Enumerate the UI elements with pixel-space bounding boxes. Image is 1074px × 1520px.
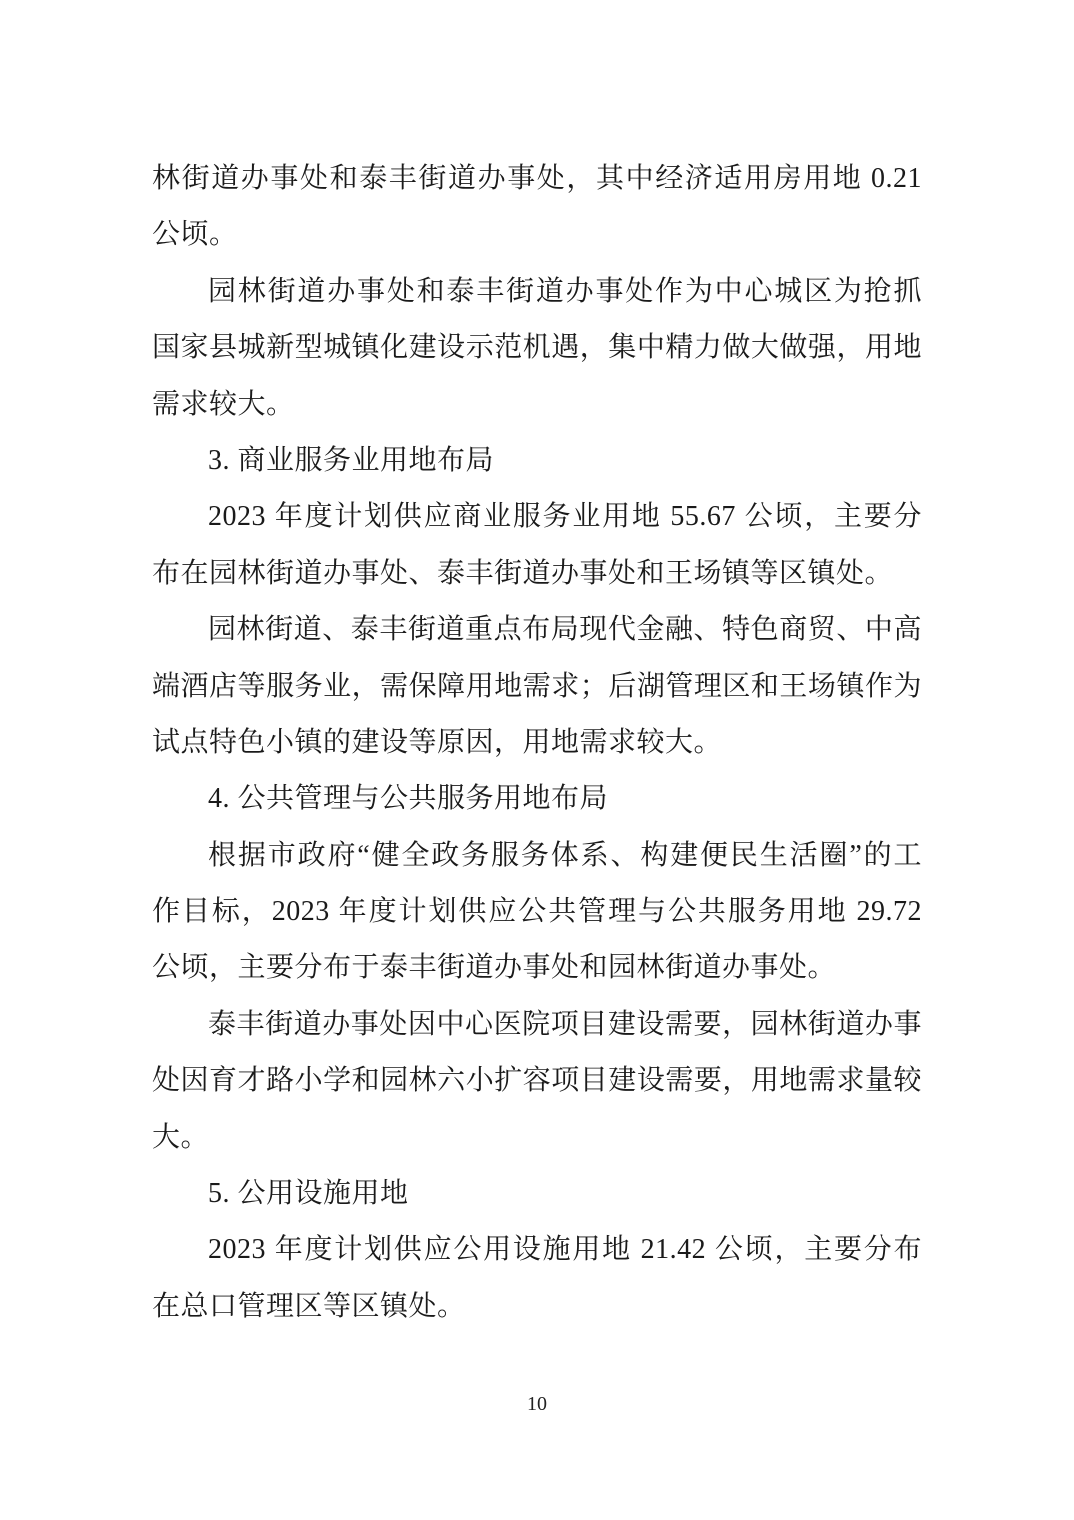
paragraph-line: 林街道办事处和泰丰街道办事处，其中经济适用房用地 0.21: [152, 163, 922, 194]
paragraph-line: 作目标，2023 年度计划供应公共管理与公共服务用地 29.72: [152, 896, 922, 928]
page-number: 10: [527, 1393, 547, 1415]
section-heading: 5. 公用设施用地: [208, 1178, 409, 1210]
paragraph-line: 公顷。: [152, 219, 238, 251]
paragraph-line: 处因育才路小学和园林六小扩容项目建设需要，用地需求量较: [152, 1065, 922, 1097]
document-body: [152, 151, 922, 1335]
paragraph-line: 根据市政府“健全政务服务体系、构建便民生活圈”的工: [208, 839, 922, 871]
paragraph-line: 布在园林街道办事处、泰丰街道办事处和王场镇等区镇处。: [152, 557, 894, 589]
paragraph-line: 园林街道、泰丰街道重点布局现代金融、特色商贸、中高: [208, 614, 922, 646]
paragraph-line: 公顷，主要分布于泰丰街道办事处和园林街道办事处。: [152, 952, 837, 984]
section-heading: 4. 公共管理与公共服务用地布局: [208, 783, 609, 815]
paragraph-line: 大。: [152, 1121, 210, 1153]
paragraph-line: 端酒店等服务业，需保障用地需求；后湖管理区和王场镇作为: [152, 670, 922, 702]
paragraph-line: 泰丰街道办事处因中心医院项目建设需要，园林街道办事: [208, 1008, 922, 1040]
paragraph-line: 需求较大。: [152, 388, 295, 420]
paragraph-line: 园林街道办事处和泰丰街道办事处作为中心城区为抢抓: [208, 275, 922, 307]
section-heading: 3. 商业服务业用地布局: [208, 444, 495, 476]
paragraph-line: 国家县城新型城镇化建设示范机遇，集中精力做大做强，用地: [152, 332, 922, 364]
paragraph-line: 2023 年度计划供应商业服务业用地 55.67 公顷，主要分: [208, 501, 922, 533]
paragraph-line: 在总口管理区等区镇处。: [152, 1290, 466, 1322]
paragraph-line: 2023 年度计划供应公用设施用地 21.42 公顷，主要分布: [208, 1234, 922, 1266]
paragraph-line: 试点特色小镇的建设等原因，用地需求较大。: [152, 726, 723, 758]
